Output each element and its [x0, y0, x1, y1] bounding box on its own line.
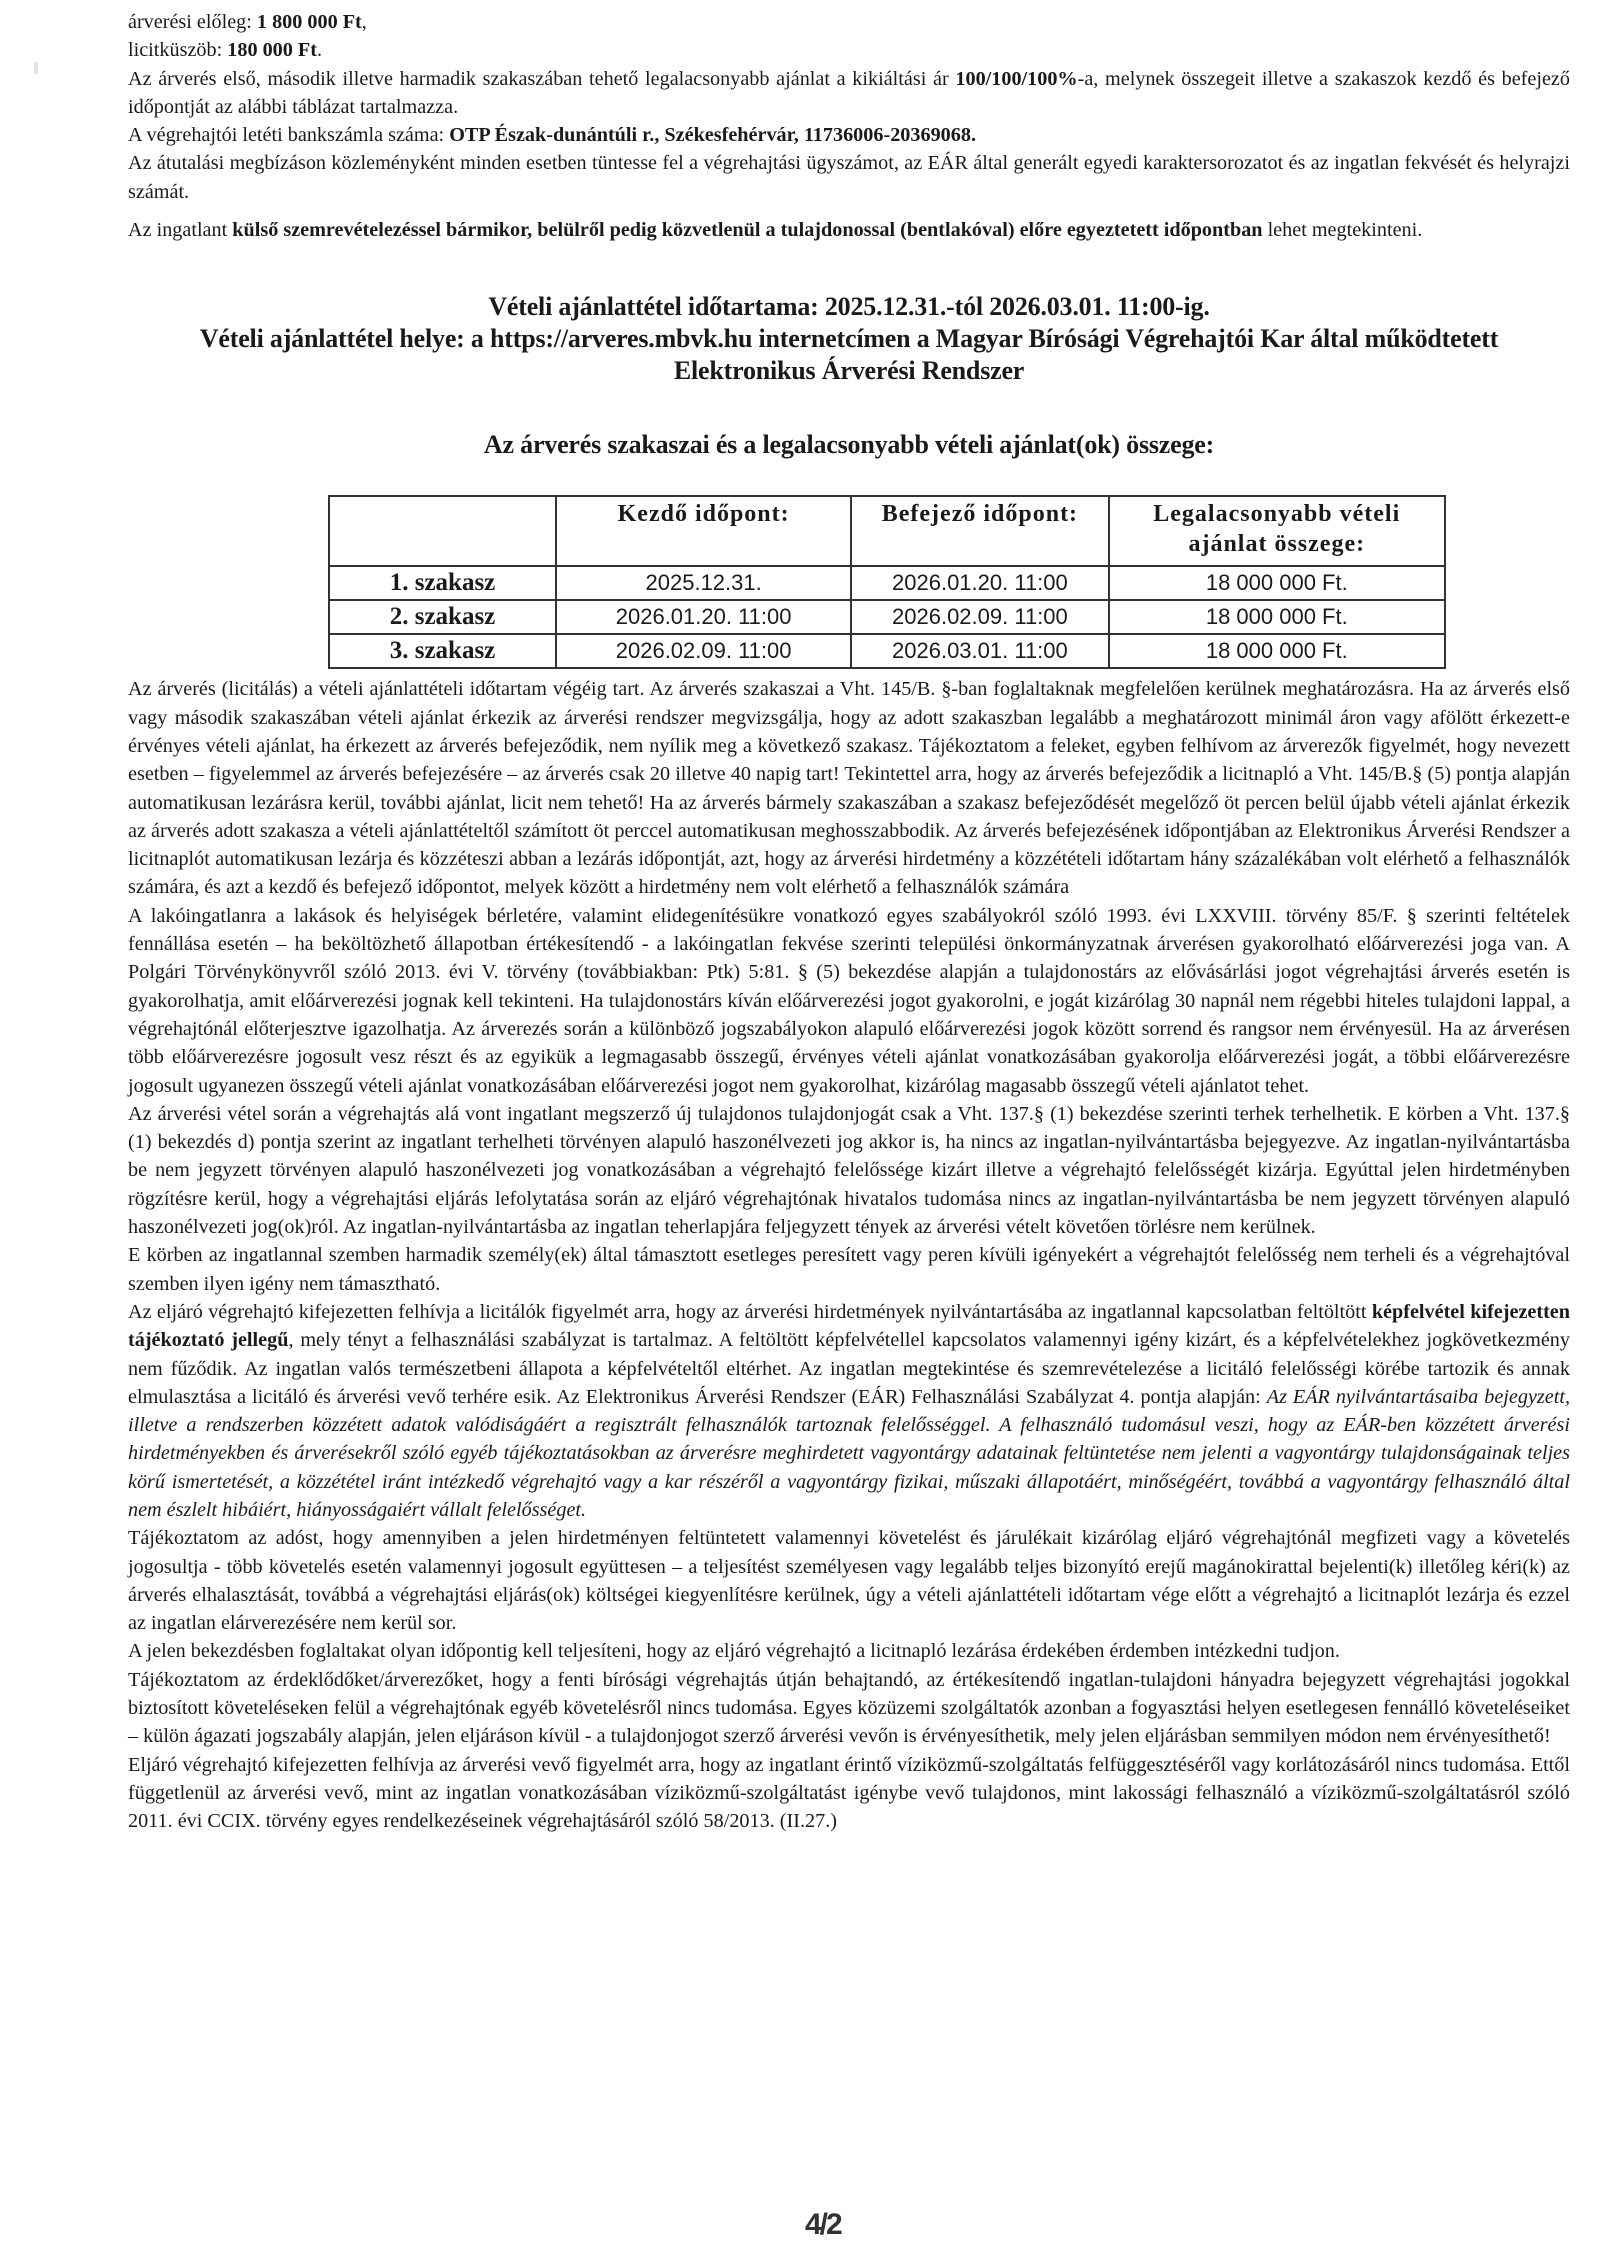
- bid-threshold-line: licitküszöb: 180 000 Ft.: [128, 39, 323, 62]
- water-utility-paragraph: Eljáró végrehajtó kifejezetten felhívja az árverési vevő figyelmét arra, hogy az ingatlant érintő víziközmű-szolgáltatás felfüggesztéséről vagy korlátozásáról nincs tudomása. Ettől függetlenül az árverési vevő, mint az ingatlan vonatkozásában víziközmű-szolgáltatást igénybe vevő tulajdonos, mint lakossági felhasználó a víziközmű-szolgáltatásról szóló 2011. évi CCIX. törvény egyes rendelkezéseinek végrehajtásáról szóló 58/2013. (II.27.): [128, 1753, 1570, 1833]
- bidding-period-heading: Vételi ajánlattétel időtartama: 2025.12.31.-tól 2026.03.01. 11:00-ig.: [488, 292, 1210, 322]
- header-end-time: Befejező időpont:: [851, 496, 1108, 566]
- stages-title: Az árverés szakaszai és a legalacsonyabb vételi ajánlat(ok) összege:: [483, 430, 1215, 460]
- min-offer-percent: 100/100/100%: [955, 67, 1078, 90]
- stage-end: 2026.01.20. 11:00: [851, 566, 1108, 600]
- stage-start: 2026.01.20. 11:00: [556, 600, 851, 634]
- deposit-amount: 1 800 000 Ft: [256, 11, 362, 33]
- bank-account-line: A végrehajtói letéti bankszámla száma: OTP Észak-dunántúli r., Székesfehérvár, 11736006-20369068.: [128, 124, 976, 147]
- table-row: [329, 634, 1445, 668]
- bank-account-value: OTP Észak-dunántúli r., Székesfehérvár, 11736006-20369068.: [449, 124, 976, 147]
- auction-rules-paragraph: Az árverés (licitálás) a vételi ajánlattételi időtartam végéig tart. Az árverés szakaszai a Vht. 145/B. §-ban foglaltaknak megfelelően kerülnek meghatározásra. Ha az árverés első vagy második szakaszában vételi ajánlat érkezik az árverési rendszer megvizsgálja, hogy az adott szakaszban legalább a meghatározott minimál áron vagy afölött érkezett-e érvényes vételi ajánlat, ha érkezett az árverés befejeződik, nem nyílik meg a következő szakasz. Tájékoztatom a feleket, egyben felhívom az árverezők figyelmét, hogy nevezett esetben – figyelemmel az árverés befejezésére – az árverés csak 20 illetve 40 napig tart! Tekintettel arra, hogy az árverés befejeződik a licitnapló a Vht. 145/B.§ (5) pontja alapján automatikusan lezárásra kerül, további ajánlat, licit nem tehető! Ha az árverés bármely szakaszában a szakasz befejeződését megelőző öt percen belül újabb vételi ajánlat érkezik az árverés adott szakasza a vételi ajánlattételtől számított öt perccel automatikusan meghosszabbodik. Az árverés befejezésének időpontjában az Elektronikus Árverési Rendszer a licitnaplót automatikusan lezárja és közzéteszi abban a lezárás időpontját, azt, hogy az árverési hirdetmény a közzétételi időtartam hány százalékában volt elérhető a felhasználók számára, és azt a kezdő és befejező időpontot, melyek között a hirdetmény nem volt elérhető a felhasználók számára: [128, 678, 1570, 899]
- bid-threshold-amount: 180 000 Ft: [227, 39, 317, 62]
- header-start-time: Kezdő időpont:: [556, 496, 851, 566]
- min-offer-paragraph: Az árverés első, második illetve harmadik szakaszában tehető legalacsonyabb ajánlat a kikiáltási ár 100/100/100%-a, melynek összegeit illetve a szakaszok kezdő és befejező időpontját az alábbi táblázat tartalmazza.: [128, 67, 1570, 118]
- encumbrances-paragraph: Az árverési vétel során a végrehajtás alá vont ingatlant megszerző új tulajdonos tulajdonjogát csak a Vht. 137.§ (1) bekezdése szerinti terhek terhelhetik. E körben a Vht. 137.§ (1) bekezdés d) pontja szerint az ingatlant terhelheti törvényen alapuló haszonélvezeti jog akkor is, ha nincs az ingatlan-nyilvántartásba bejegyezve. Az ingatlan-nyilvántartásba be nem jegyzett törvényen alapuló haszonélvezeti jog vonatkozásában a végrehajtó felelőssége kizárt illetve a végrehajtó felelősségét kizárja. Egyúttal jelen hirdetményben rögzítésre kerül, hogy a végrehajtási eljárás lefolytatása során az eljáró végrehajtónak hivatalos tudomása nincs az ingatlan-nyilvántartásba be nem jegyzett törvényen alapuló haszonélvezeti jog(ok)ról. Az ingatlan-nyilvántartásba az ingatlan teherlapjára feljegyzett tények az árverési vételt követően törlésre nem kerülnek.: [128, 1102, 1570, 1239]
- stage-label: 3. szakasz: [329, 634, 556, 668]
- table-row: [329, 600, 1445, 634]
- bidding-place-heading: Vételi ajánlattétel helye: a https://arveres.mbvk.hu internetcímen a Magyar Bírósági Végrehajtói Kar által működtetett Elektronikus Árverési Rendszer: [199, 324, 1499, 386]
- stage-amount: 18 000 000 Ft.: [1109, 634, 1445, 668]
- table-row: [329, 566, 1445, 600]
- inspection-bold: külső szemrevételezéssel bármikor, belülről pedig közvetlenül a tulajdonossal (bentlakóval) előre egyeztetett időpontban: [232, 219, 1263, 242]
- third-party-claims-paragraph: E körben az ingatlannal szemben harmadik személy(ek) által támasztott esetleges peresített vagy peren kívüli igényekért a végrehajtót felelősség nem terheli és a végrehajtóval szemben ilyen igény nem támasztható.: [128, 1244, 1570, 1295]
- ear-rules-quote: Az EÁR nyilvántartásaiba bejegyzett, illetve a rendszerben közzétett adatok valódiságáért a regisztrált felhasználók tartoznak felelősséggel. A felhasználó tudomásul veszi, hogy az EÁR-ben közzétett árverési hirdetményekben és árverésekről szóló egyéb tájékoztatásokban az árverésre meghirdetett vagyontárgy adatainak feltüntetése nem jelenti a vagyontárgy tulajdonságainak teljes körű ismertetését, a közzététel iránt intézkedő végrehajtó vagy a kar részéről a vagyontárgy fizikai, műszaki állapotáért, minőségéért, továbbá a vagyontárgy felhasználó által nem észlelt hibáiért, hiányosságaiért vállalt felelősséget.: [128, 1385, 1570, 1521]
- pre-emption-paragraph: A lakóingatlanra a lakások és helyiségek bérletére, valamint elidegenítésükre vonatkozó egyes szabályokról szóló 1993. évi LXXVIII. törvény 85/F. § szerinti feltételek fennállása esetén – ha beköltözhető állapotban értékesítendő - a lakóingatlan fekvése szerinti települési önkormányzatnak árverésen gyakorolható előárverezési joga van. A Polgári Törvénykönyvről szóló 2013. évi V. törvény (továbbiakban: Ptk) 5:81. § (5) bekezdése alapján a tulajdonostárs az elővásárlási jogot végrehajtási árverés esetén is gyakorolhatja, amit előárverezési jognak kell tekinteni. Ha tulajdonostárs kíván előárverezési jogot gyakorolni, e jogát kizárólag 30 napnál nem régebbi hiteles tulajdoni lappal, a végrehajtónál előterjesztve igazolhatja. Az árverezés során a különböző jogszabályokon alapuló előárverezési jogok között sorrend és rangsor nem érvényesül. Ha az árverésen több előárverezésre jogosult vesz részt és az egyikük a legmagasabb összegű, érvényes vételi ajánlat vonatkozásában gyakorolja előárverezési jogát, a többi előárverezésre jogosult ugyanezen összegű vételi ajánlat vonatkozásában előárverezési jogot nem gyakorolhat, kizárólag magasabb összegű vételi ajánlatot tehet.: [128, 904, 1570, 1097]
- auction-stages-table: [328, 495, 1446, 669]
- stage-label: 2. szakasz: [329, 600, 556, 634]
- header-stage: [329, 496, 556, 566]
- page-number-stamp: 4/2: [805, 2208, 841, 2241]
- stage-amount: 18 000 000 Ft.: [1109, 600, 1445, 634]
- stage-start: 2025.12.31.: [556, 566, 851, 600]
- other-claims-paragraph: Tájékoztatom az érdeklődőket/árverezőket, hogy a fenti bírósági végrehajtás útján behajtandó, az értékesítendő ingatlan-tulajdoni hányadra bejegyzett végrehajtási jogokkal biztosított követeléseken felül a végrehajtónak egyéb követelésről nincs tudomása. Egyes közüzemi szolgáltatók azonban a fogyasztási helyen esetlegesen fennálló követeléseiket – külön ágazati jogszabály alapján, jelen eljáráson kívül - a tulajdonjogot szerző árverési vevőn is érvényesíthetik, mely jelen eljárásban semmilyen módon nem érvényesíthető!: [128, 1668, 1570, 1748]
- transfer-note: Az átutalási megbízáson közleményként minden esetben tüntesse fel a végrehajtási ügyszámot, az EÁR által generált egyedi karaktersorozatot és az ingatlan fekvését és helyrajzi számát.: [128, 152, 1570, 203]
- scan-artifact: [34, 62, 38, 74]
- document-page: [128, 8, 1570, 1836]
- inspection-paragraph: Az ingatlant külső szemrevételezéssel bármikor, belülről pedig közvetlenül a tulajdonossal (bentlakóval) előre egyeztetett időpontban lehet megtekinteni.: [128, 219, 1423, 242]
- photo-disclaimer-paragraph: Az eljáró végrehajtó kifejezetten felhívja a licitálók figyelmét arra, hogy az árverési hirdetmények nyilvántartásába az ingatlannal kapcsolatban feltöltött képfelvétel kifejezetten tájékoztató jellegű, mely tényt a felhasználási szabályzat is tartalmaz. A feltöltött képfelvétellel kapcsolatos valamennyi igény kizárt, és a képfelvételekhez jogkövetkezmény nem fűződik. Az ingatlan valós természetbeni állapota a képfelvételtől eltérhet. Az ingatlan megtekintése és szemrevételezése a licitáló felelősségi körébe tartozik és annak elmulasztása a licitáló és árverési vevő terhére esik. Az Elektronikus Árverési Rendszer (EÁR) Felhasználási Szabályzat 4. pontja alapján: Az EÁR nyilvántartásaiba bejegyzett, illetve a rendszerben közzétett adatok valódiságáért a regisztrált felhasználók tartoznak felelősséggel. A felhasználó tudomásul veszi, hogy az EÁR-ben közzétett árverési hirdetményekben és árverésekről szóló egyéb tájékoztatásokban az árverésre meghirdetett vagyontárgy adatainak feltüntetése nem jelenti a vagyontárgy tulajdonságainak teljes körű ismertetését, a közzététel iránt intézkedő végrehajtó vagy a kar részéről a vagyontárgy fizikai, műszaki állapotáért, minőségéért, továbbá a vagyontárgy felhasználó által nem észlelt hibáiért, hiányosságaiért vállalt felelősséget.: [128, 1300, 1570, 1521]
- photo-disclaimer-bold: képfelvétel kifejezetten tájékoztató jellegű: [128, 1300, 1570, 1352]
- stage-label: 1. szakasz: [329, 566, 556, 600]
- debtor-notice-paragraph: Tájékoztatom az adóst, hogy amennyiben a jelen hirdetményen feltüntetett valamennyi követelést és járulékait kizárólag eljáró végrehajtónál megfizeti vagy a követelés jogosultja - több követelés esetén valamennyi jogosult együttesen – a teljesítést személyesen vagy legalább teljes bizonyító erejű magánokirattal bejelenti(k) illetőleg kéri(k) az árverés elhalasztását, továbbá a végrehajtási eljárás(ok) költségei kiegyenlítésre kerülnek, úgy a vételi ajánlattételi időtartam vége előtt a végrehajtó a licitnaplót lezárja és ezzel az ingatlan elárverezésére nem kerül sor.: [128, 1527, 1570, 1635]
- stage-amount: 18 000 000 Ft.: [1109, 566, 1445, 600]
- table-header-row: [329, 496, 1445, 566]
- header-min-amount: Legalacsonyabb vételi ajánlat összege:: [1109, 496, 1445, 566]
- stage-end: 2026.03.01. 11:00: [851, 634, 1108, 668]
- deadline-paragraph: A jelen bekezdésben foglaltakat olyan időpontig kell teljesíteni, hogy az eljáró végrehajtó a licitnapló lezárása érdekében érdemben intézkedni tudjon.: [128, 1640, 1340, 1663]
- deposit-line: árverési előleg: 1 800 000 Ft,: [128, 11, 367, 33]
- stage-start: 2026.02.09. 11:00: [556, 634, 851, 668]
- stage-end: 2026.02.09. 11:00: [851, 600, 1108, 634]
